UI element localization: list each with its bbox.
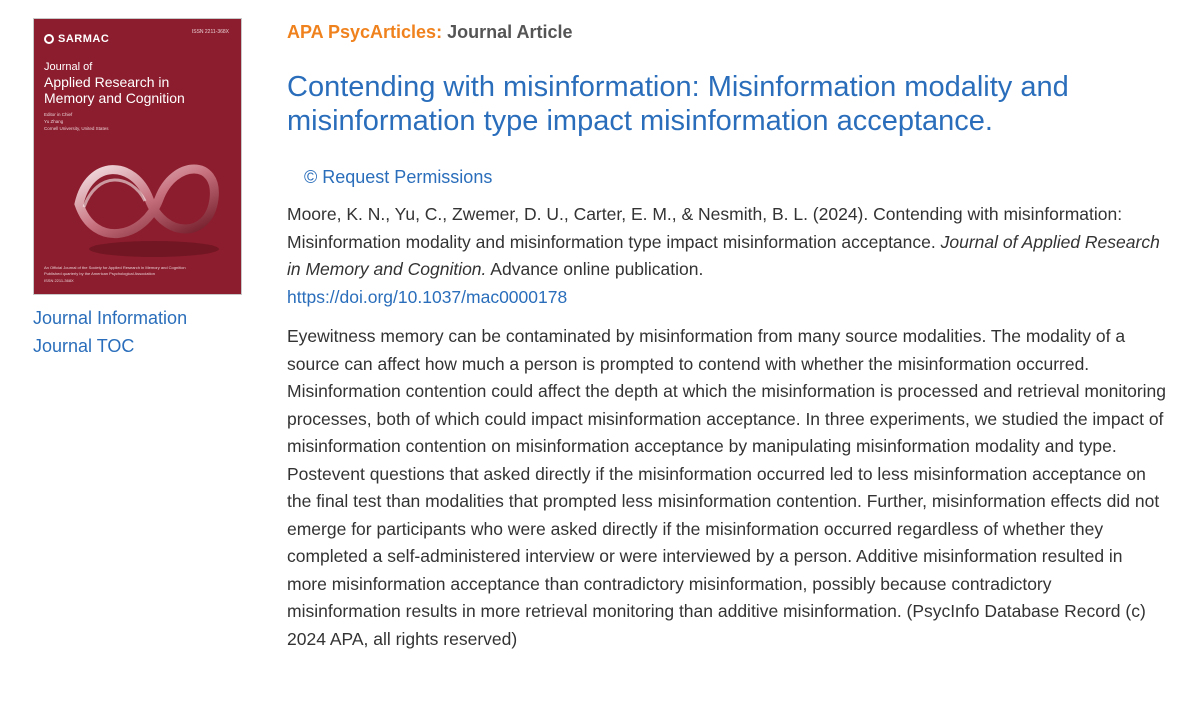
doi-link[interactable]: https://doi.org/10.1037/mac0000178 (287, 286, 568, 307)
document-type-label: Journal Article (447, 22, 573, 42)
record-type-label (287, 20, 1167, 44)
cover-footer (44, 265, 234, 284)
citation-text: Moore, K. N., Yu, C., Zwemer, D. U., Carter, E. M., & Nesmith, B. L. (2024). Contending with misinformation: Misinformation modality and misinformation type impact misinformation acceptance. (287, 204, 1123, 252)
database-label: APA PsycArticles: (287, 22, 443, 42)
cover-title-line: Applied Research in (44, 73, 170, 90)
cover-footer-line: ISSN 2211-368X (44, 277, 74, 283)
mobius-ribbon-illustration (59, 129, 229, 269)
cover-logo (44, 33, 109, 45)
cover-title-line: Memory and Cognition (44, 89, 185, 106)
journal-cover-image[interactable] (33, 18, 242, 295)
request-permissions-link[interactable]: © Request Permissions (304, 167, 493, 187)
journal-links (33, 304, 243, 360)
cover-title (44, 61, 234, 106)
journal-information-link[interactable]: Journal Information (33, 308, 188, 328)
citation (287, 201, 1167, 311)
article-main (287, 20, 1167, 671)
cover-footer-line: Published quarterly by the American Psychological Association (44, 271, 155, 277)
article-title: Contending with misinformation: Misinformation modality and misinformation type impact misinformation acceptance. (287, 71, 1069, 137)
cover-editor-line: Yu Zhang (44, 119, 64, 125)
cover-editor-line: Cornell University, United States (44, 126, 109, 132)
journal-toc-link[interactable]: Journal TOC (33, 336, 135, 356)
sarmac-logo-icon (44, 34, 54, 44)
cover-editor-line: Editor in Chief (44, 112, 73, 117)
citation-journal: Journal of Applied Research in Memory and Cognition. (287, 231, 1160, 279)
cover-logo-text: SARMAC (58, 33, 110, 45)
citation-suffix: Advance online publication. (486, 259, 704, 279)
cover-footer-line: An Official Journal of the Society for Applied Research in Memory and Cognition (44, 264, 186, 270)
left-column (33, 18, 243, 360)
abstract: Eyewitness memory can be contaminated by misinformation from many source modalities. The modality of a source can affect how much a person is prompted to contend with whether the misinformation occurred. Misinformation contention could affect the depth at which the misinformation is processed and retrieval monitoring processes, both of which could impact misinformation acceptance. In three experiments, we studied the impact of misinformation contention on misinformation acceptance by manipulating misinformation modality and type. Postevent questions that asked directly if the misinformation occurred led to less misinformation acceptance on the final test than modalities that prompted less misinformation contention. Further, misinformation effects did not emerge for participants who were asked directly if the misinformation occurred regardless of whether they completed a self-administered interview or were interviewed by a person. Additive misinformation resulted in more misinformation acceptance than contradictory misinformation, possibly because contradictory misinformation results in more retrieval monitoring than additive misinformation. (PsycInfo Database Record (c) 2024 APA, all rights reserved) (287, 326, 1167, 649)
cover-title-line: Journal of (44, 61, 93, 73)
cover-issn: ISSN 2211-368X (191, 29, 229, 35)
